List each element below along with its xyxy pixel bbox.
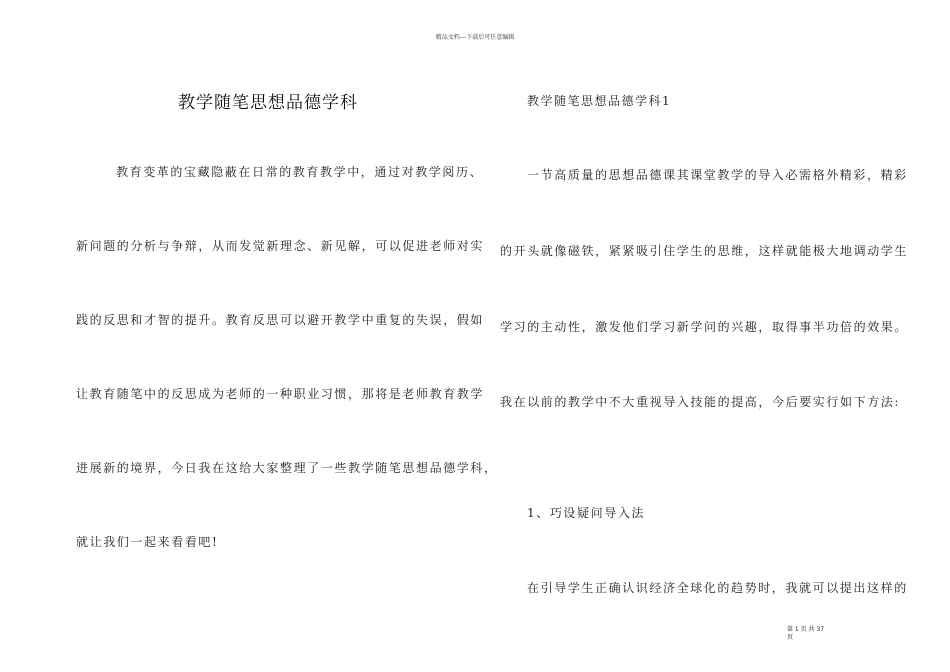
left-paragraph-line-1: 教育变革的宝藏隐蔽在日常的教育教学中，通过对教学阅历、 (116, 165, 484, 179)
page-number: 第 1 页 共 37 页 (787, 626, 825, 641)
right-paragraph-line-5: 在引导学生正确认识经济全球化的趋势时，我就可以提出这样的 (527, 581, 908, 595)
right-paragraph-line-3: 学习的主动性，激发他们学习新学问的兴趣，取得事半功倍的效果。 (500, 320, 909, 334)
document-title: 教学随笔思想品德学科 (178, 93, 358, 113)
left-paragraph-line-5: 进展新的境界，今日我在这给大家整理了一些教学随笔思想品德学科， (76, 461, 498, 475)
right-paragraph-line-2: 的开头就像磁铁，紧紧吸引住学生的思维，这样就能极大地调动学生 (500, 244, 909, 258)
section-heading: 教学随笔思想品德学科1 (527, 94, 672, 108)
left-paragraph-line-4: 让教育随笔中的反思成为老师的一种职业习惯，那将是老师教育教学 (76, 387, 485, 401)
header-note: 精品文档---下载后可任意编辑 (435, 34, 515, 41)
right-paragraph-line-1: 一节高质量的思想品德课其课堂教学的导入必需格外精彩，精彩 (527, 168, 908, 182)
list-item-heading: 1、巧设疑问导入法 (527, 506, 646, 520)
left-paragraph-line-6: 就让我们一起来看看吧! (76, 535, 219, 549)
right-paragraph-line-4: 我在以前的教学中不大重视导入技能的提高，今后要实行如下方法: (500, 395, 901, 409)
left-paragraph-line-3: 践的反思和才智的提升。教育反思可以避开教学中重复的失误，假如 (76, 313, 485, 327)
left-paragraph-line-2: 新问题的分析与争辩，从而发觉新理念、新见解，可以促进老师对实 (76, 239, 485, 253)
